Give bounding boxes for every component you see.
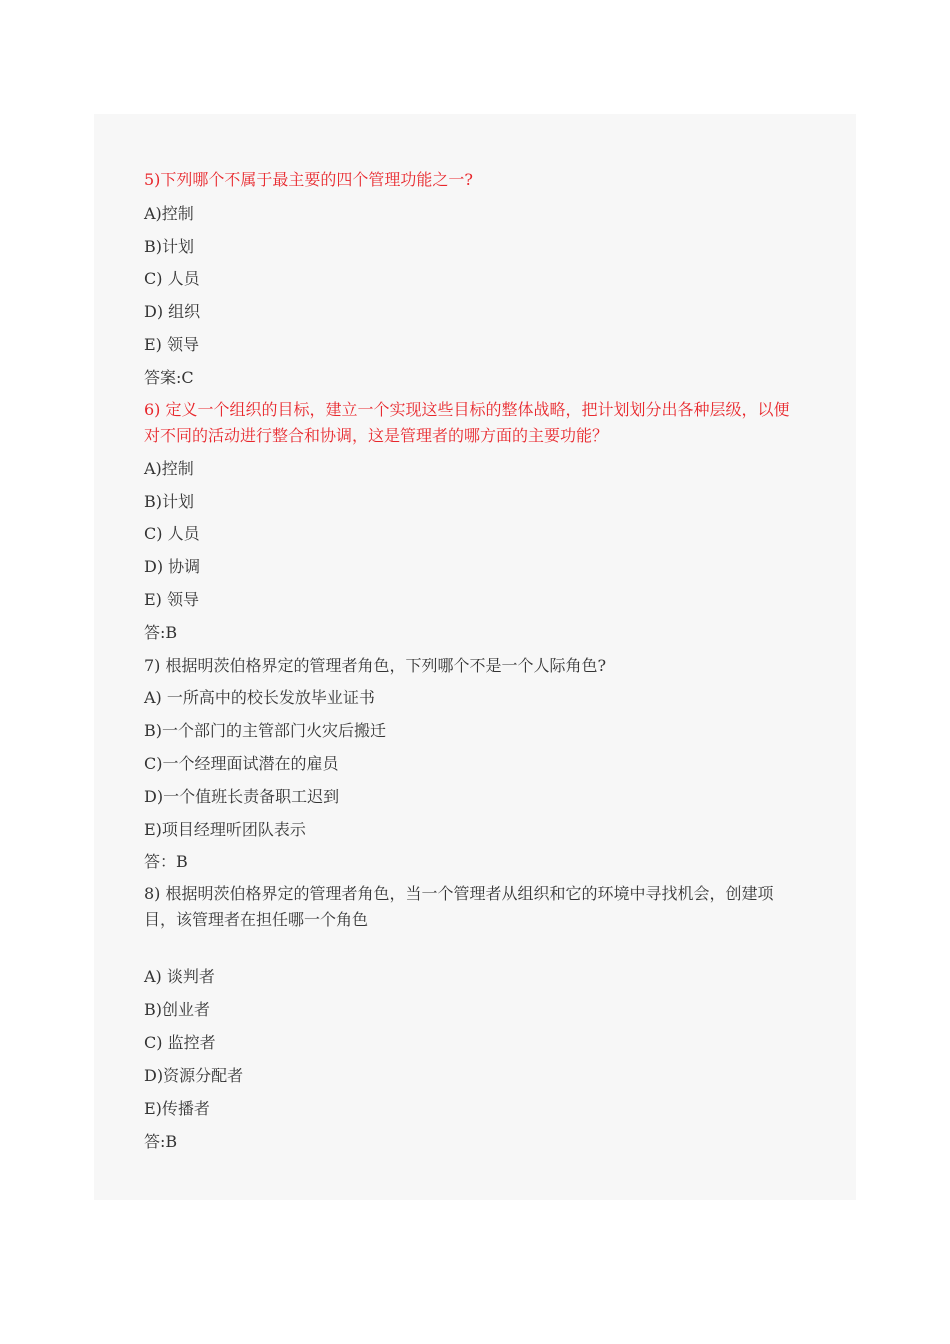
option-b: B)一个部门的主管部门火灾后搬迁 xyxy=(144,721,387,740)
answer: 答:B xyxy=(144,1132,178,1151)
option-a: A)控制 xyxy=(144,459,194,478)
option-d: D)资源分配者 xyxy=(144,1066,244,1085)
option-b: B)计划 xyxy=(144,237,195,256)
option-b: B)创业者 xyxy=(144,1000,211,1019)
option-e: E) 领导 xyxy=(144,590,200,609)
question-text: 6) 定义一个组织的目标，建立一个实现这些目标的整体战略，把计划划分出各种层级，以便对不同的活动进行整合和协调，这是管理者的哪方面的主要功能？ xyxy=(144,400,790,445)
option-e: E)项目经理听团队表示 xyxy=(144,820,306,839)
option-c: C) 人员 xyxy=(144,524,200,543)
option-c: C)一个经理面试潜在的雇员 xyxy=(144,754,339,773)
answer: 答:B xyxy=(144,623,178,642)
option-a: A)控制 xyxy=(144,204,194,223)
answer: 答案:C xyxy=(144,368,194,387)
option-c: C) 监控者 xyxy=(144,1033,216,1052)
option-c: C) 人员 xyxy=(144,269,200,288)
question-text: 8) 根据明茨伯格界定的管理者角色，当一个管理者从组织和它的环境中寻找机会，创建项目，该管理者在担任哪一个角色 xyxy=(144,884,774,929)
question-text: 5)下列哪个不属于最主要的四个管理功能之一? xyxy=(144,170,474,189)
option-d: D)一个值班长责备职工迟到 xyxy=(144,787,340,806)
option-a: A) 一所高中的校长发放毕业证书 xyxy=(144,688,375,707)
option-d: D) 组织 xyxy=(144,302,201,321)
option-b: B)计划 xyxy=(144,492,195,511)
option-e: E)传播者 xyxy=(144,1099,210,1118)
answer: 答：B xyxy=(144,852,188,871)
option-d: D) 协调 xyxy=(144,557,201,576)
option-e: E) 领导 xyxy=(144,335,200,354)
question-text: 7) 根据明茨伯格界定的管理者角色，下列哪个不是一个人际角色? xyxy=(144,656,607,675)
option-a: A) 谈判者 xyxy=(144,967,215,986)
